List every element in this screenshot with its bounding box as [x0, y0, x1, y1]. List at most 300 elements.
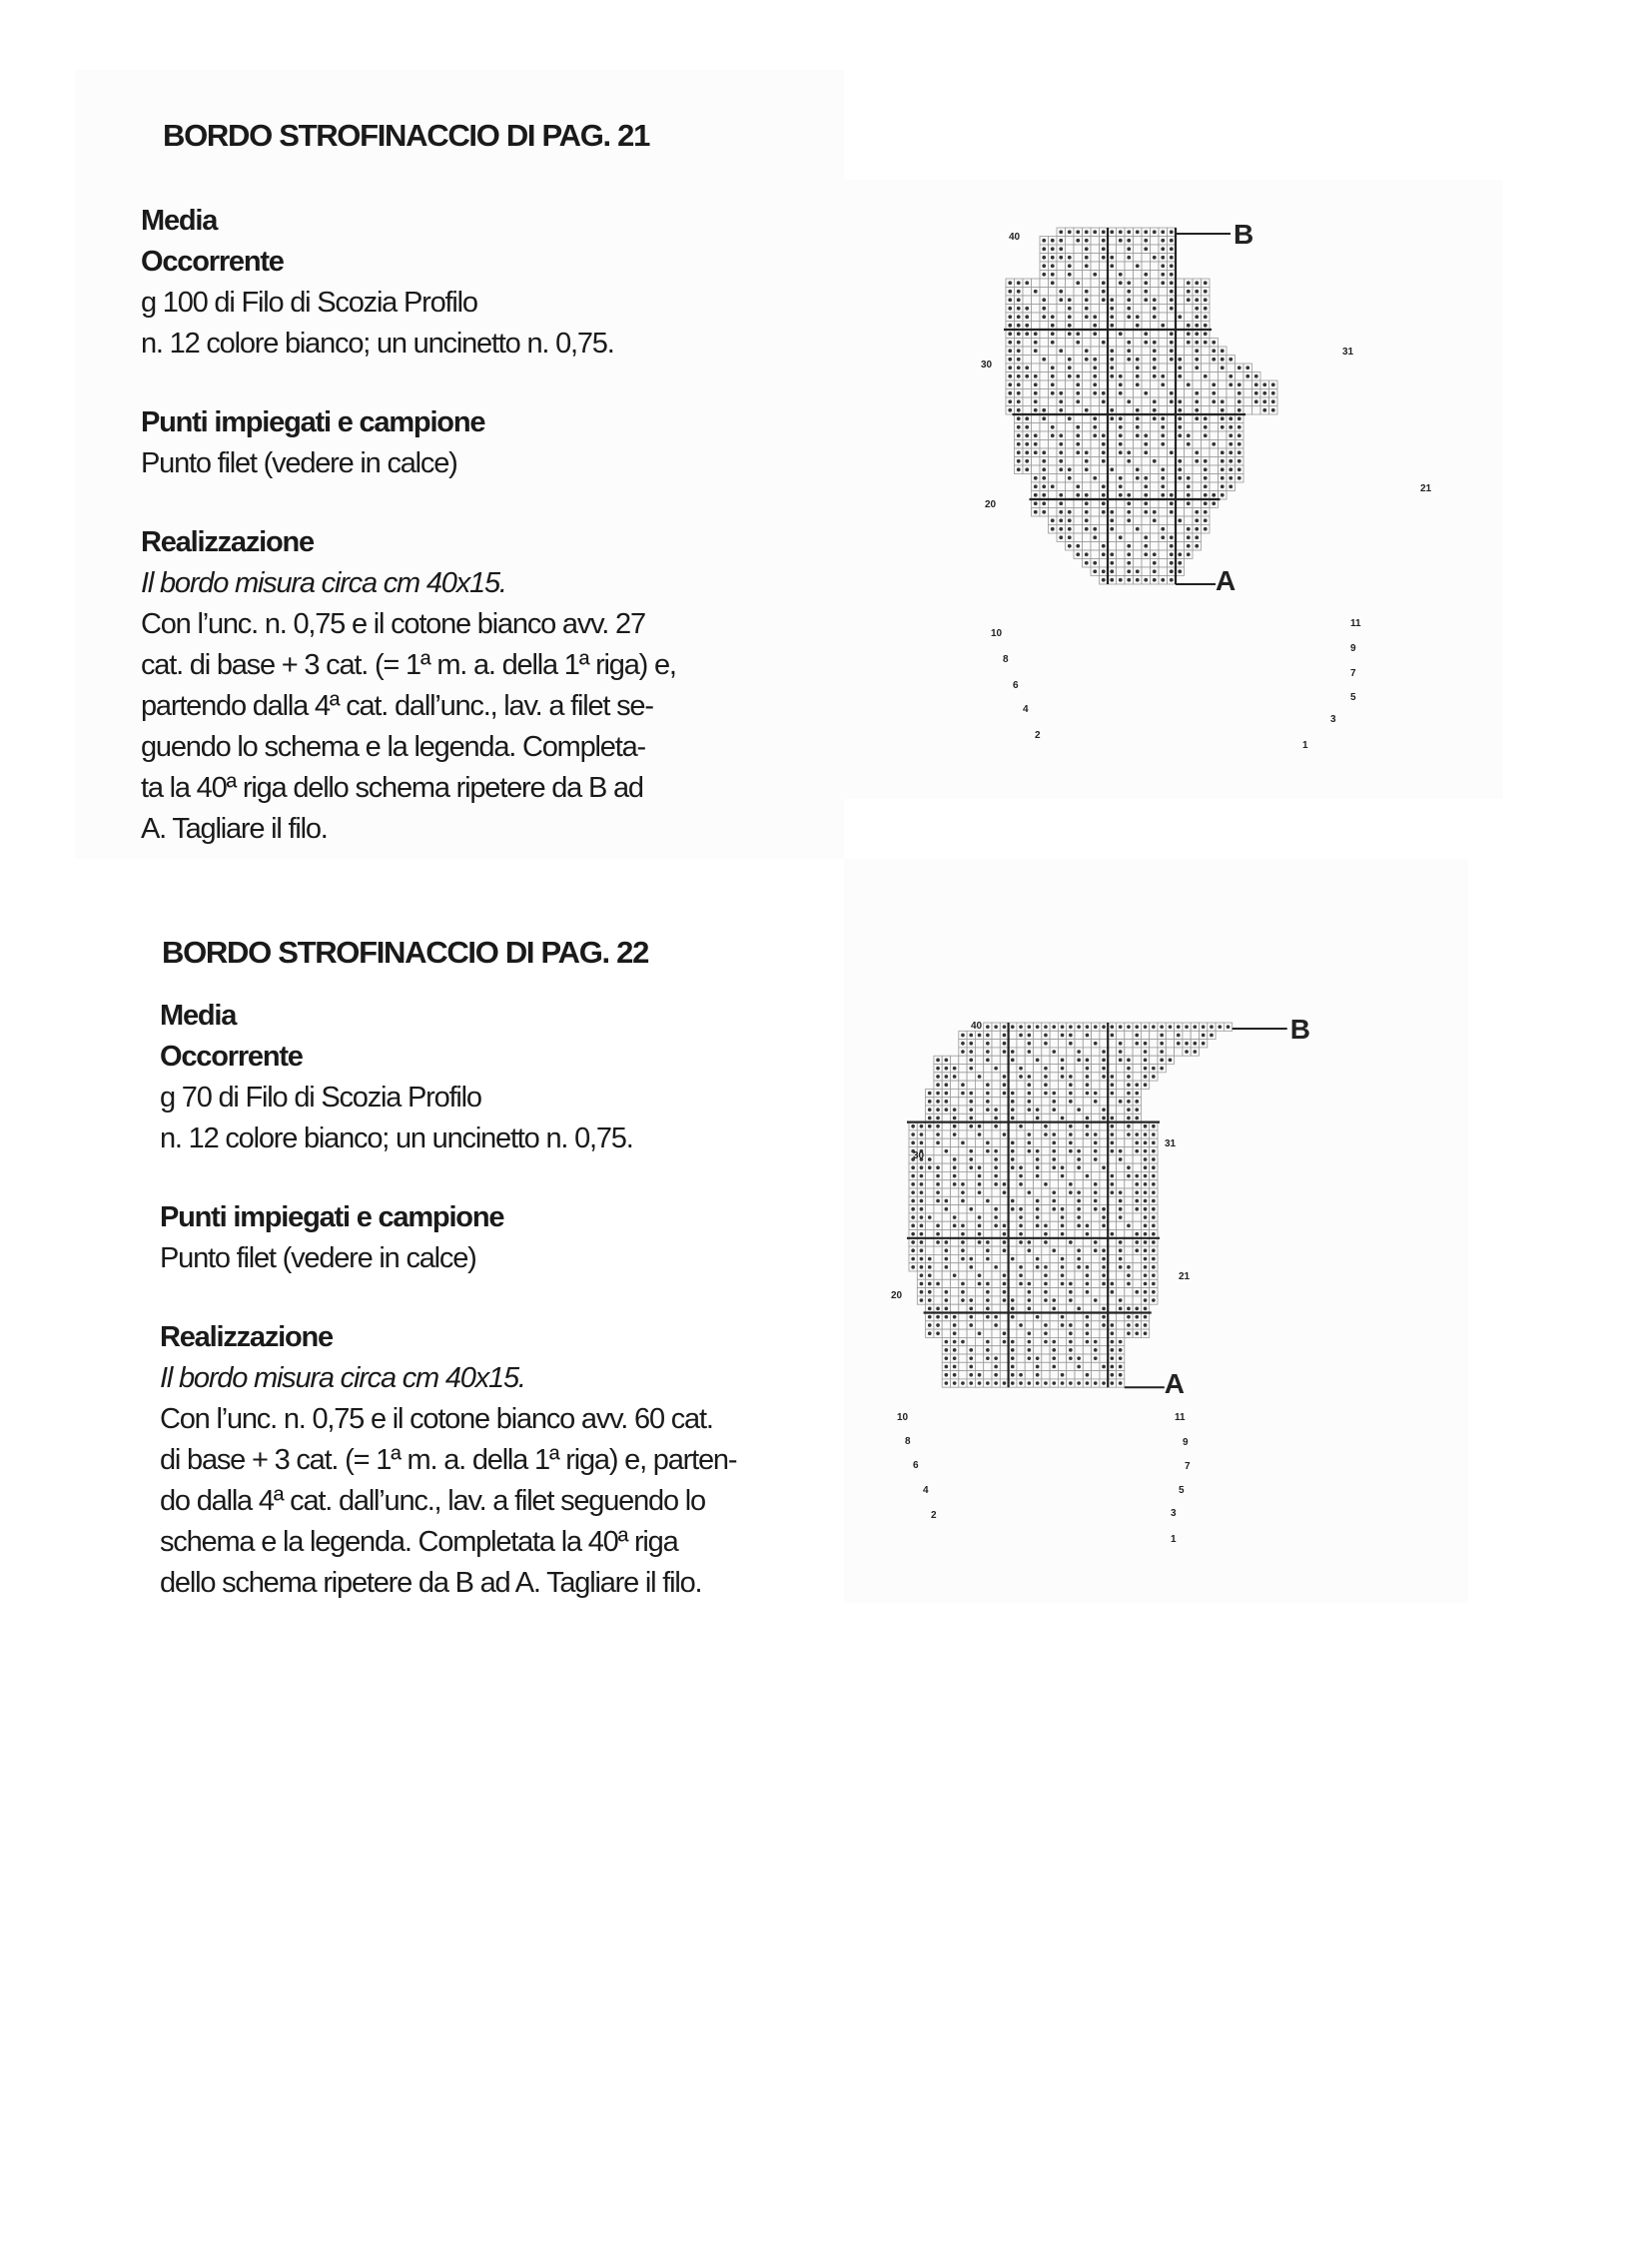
grid-cell	[1092, 1122, 1100, 1130]
grid-cell	[1100, 1346, 1108, 1354]
stitches-heading: Punti impiegati e campione	[141, 406, 485, 438]
grid-cell	[1000, 1098, 1008, 1106]
grid-cell	[1227, 397, 1236, 406]
grid-cell	[1049, 465, 1058, 474]
grid-cell	[1185, 389, 1194, 398]
grid-cell	[1083, 1246, 1091, 1254]
filled-mesh-dot	[1170, 298, 1174, 302]
grid-cell	[1108, 1238, 1116, 1246]
filled-mesh-dot	[1094, 1190, 1098, 1194]
grid-cell	[992, 1304, 1000, 1312]
filled-mesh-dot	[969, 1059, 973, 1063]
filled-mesh-dot	[969, 1381, 973, 1385]
grid-cell	[1193, 380, 1202, 389]
grid-cell	[1091, 397, 1100, 406]
method-size: Il bordo misura circa cm 40x15.	[141, 567, 506, 599]
grid-cell	[959, 1130, 967, 1138]
grid-cell	[1083, 1147, 1091, 1155]
grid-cell	[1176, 279, 1185, 288]
filled-mesh-dot	[1152, 1165, 1156, 1169]
filled-mesh-dot	[1019, 1067, 1023, 1071]
grid-cell	[1000, 1106, 1008, 1114]
grid-cell	[1083, 1163, 1091, 1171]
filled-mesh-dot	[1127, 1315, 1131, 1319]
filled-mesh-dot	[1127, 341, 1131, 345]
filled-mesh-dot	[1061, 1373, 1065, 1377]
filled-mesh-dot	[978, 1282, 982, 1286]
grid-cell	[1100, 347, 1109, 356]
filled-mesh-dot	[928, 1315, 932, 1319]
filled-mesh-dot	[1210, 1025, 1214, 1029]
filled-mesh-dot	[1069, 1042, 1073, 1046]
filled-mesh-dot	[1119, 332, 1123, 336]
method-line: A. Tagliare il filo.	[141, 813, 328, 845]
filled-mesh-dot	[953, 1067, 957, 1071]
grid-cell	[1058, 1138, 1066, 1146]
filled-mesh-dot	[1044, 1124, 1048, 1128]
grid-cell	[1159, 389, 1168, 398]
filled-mesh-dot	[1127, 1059, 1131, 1063]
grid-cell	[984, 1230, 992, 1238]
filled-mesh-dot	[936, 1331, 940, 1335]
filled-mesh-dot	[1144, 493, 1148, 497]
grid-cell	[1159, 364, 1168, 373]
grid-cell	[1083, 397, 1092, 406]
filled-mesh-dot	[1042, 501, 1046, 505]
filled-mesh-dot	[994, 1149, 998, 1153]
filled-mesh-dot	[1144, 1132, 1148, 1136]
grid-cell	[1049, 305, 1058, 314]
filled-mesh-dot	[1059, 290, 1063, 294]
filled-mesh-dot	[1254, 399, 1258, 403]
filled-mesh-dot	[1102, 484, 1106, 488]
grid-cell	[934, 1296, 942, 1304]
filled-mesh-dot	[1052, 1141, 1056, 1145]
grid-cell	[951, 1098, 959, 1106]
grid-cell	[1050, 1238, 1058, 1246]
filled-mesh-dot	[1069, 1025, 1073, 1029]
grid-cell	[1032, 465, 1041, 474]
filled-mesh-dot	[1008, 391, 1012, 395]
grid-cell	[1083, 271, 1092, 280]
filled-mesh-dot	[969, 1034, 973, 1038]
grid-cell	[975, 1205, 983, 1213]
grid-cell	[1017, 1155, 1025, 1163]
filet-chart-1	[959, 215, 1458, 774]
grid-cell	[1183, 1031, 1191, 1039]
grid-cell	[1219, 440, 1228, 449]
filled-mesh-dot	[1136, 467, 1140, 471]
filled-mesh-dot	[1195, 408, 1199, 412]
filled-mesh-dot	[1028, 1108, 1032, 1112]
grid-cell	[1000, 1155, 1008, 1163]
filled-mesh-dot	[1152, 1124, 1156, 1128]
grid-cell	[975, 1263, 983, 1271]
filled-mesh-dot	[1144, 1265, 1148, 1269]
filled-mesh-dot	[1135, 1034, 1139, 1038]
grid-cell	[1034, 1329, 1042, 1337]
filled-mesh-dot	[1119, 1207, 1123, 1211]
grid-cell	[1017, 1354, 1025, 1362]
filled-mesh-dot	[1161, 433, 1165, 437]
grid-cell	[1057, 356, 1066, 365]
grid-cell	[1075, 1065, 1083, 1073]
grid-cell	[1243, 406, 1252, 415]
filled-mesh-dot	[1161, 535, 1165, 539]
filled-mesh-dot	[1051, 315, 1055, 319]
grid-cell	[1134, 296, 1143, 305]
filled-mesh-dot	[1204, 315, 1208, 319]
grid-cell	[1091, 448, 1100, 457]
filled-mesh-dot	[1008, 399, 1012, 403]
grid-cell	[975, 1048, 983, 1056]
filled-mesh-dot	[1028, 1075, 1032, 1079]
filled-mesh-dot	[1036, 1059, 1040, 1063]
filled-mesh-dot	[1025, 281, 1029, 285]
filled-mesh-dot	[961, 1083, 965, 1087]
filled-mesh-dot	[1017, 366, 1021, 370]
filled-mesh-dot	[1025, 459, 1029, 463]
grid-cell	[1074, 499, 1083, 508]
grid-cell	[1092, 1171, 1100, 1179]
grid-cell	[1017, 1296, 1025, 1304]
grid-cell	[1125, 1213, 1133, 1221]
filled-mesh-dot	[1169, 1059, 1173, 1063]
grid-cell	[984, 1205, 992, 1213]
grid-cell	[1117, 1288, 1125, 1296]
grid-cell	[1083, 1155, 1091, 1163]
filled-mesh-dot	[1094, 1141, 1098, 1145]
filled-mesh-dot	[1003, 1050, 1007, 1054]
grid-cell	[926, 1138, 934, 1146]
grid-cell	[934, 1155, 942, 1163]
grid-cell	[1083, 1205, 1091, 1213]
filled-mesh-dot	[1136, 425, 1140, 429]
grid-cell	[1057, 380, 1066, 389]
grid-cell	[984, 1130, 992, 1138]
filled-mesh-dot	[1025, 467, 1029, 471]
filled-mesh-dot	[1153, 399, 1157, 403]
filled-mesh-dot	[1069, 1282, 1073, 1286]
filled-mesh-dot	[920, 1141, 924, 1145]
grid-cell	[1083, 1180, 1091, 1188]
grid-cell	[1032, 364, 1041, 373]
filled-mesh-dot	[1034, 433, 1038, 437]
filled-mesh-dot	[945, 1340, 949, 1344]
grid-cell	[1075, 1329, 1083, 1337]
filled-mesh-dot	[1152, 1257, 1156, 1261]
filled-mesh-dot	[994, 1356, 998, 1360]
filled-mesh-dot	[1011, 1025, 1015, 1029]
grid-cell	[1091, 550, 1100, 559]
grid-cell	[975, 1138, 983, 1146]
filled-mesh-dot	[1102, 510, 1106, 514]
filled-mesh-dot	[1111, 1232, 1115, 1236]
filled-mesh-dot	[1086, 1282, 1090, 1286]
grid-cell	[1191, 1031, 1199, 1039]
filled-mesh-dot	[1025, 416, 1029, 420]
method-line: Con l’unc. n. 0,75 e il cotone bianco avv. 27	[141, 608, 645, 640]
grid-cell	[1058, 1296, 1066, 1304]
grid-cell	[1075, 1040, 1083, 1048]
grid-cell	[1159, 347, 1168, 356]
filled-mesh-dot	[1044, 1067, 1048, 1071]
filled-mesh-dot	[1028, 1307, 1032, 1311]
grid-cell	[1057, 373, 1066, 381]
grid-cell	[1025, 1180, 1033, 1188]
grid-cell	[992, 1279, 1000, 1287]
filled-mesh-dot	[1195, 324, 1199, 328]
grid-cell	[984, 1180, 992, 1188]
grid-cell	[1117, 262, 1126, 271]
grid-cell	[1117, 288, 1126, 297]
filled-mesh-dot	[1153, 374, 1157, 378]
filled-mesh-dot	[1017, 307, 1021, 311]
grid-cell	[975, 1296, 983, 1304]
filled-mesh-dot	[1144, 1067, 1148, 1071]
filled-mesh-dot	[1086, 1340, 1090, 1344]
grid-cell	[1108, 1155, 1116, 1163]
grid-cell	[1042, 1147, 1050, 1155]
grid-cell	[1100, 1196, 1108, 1204]
grid-cell	[967, 1171, 975, 1179]
grid-cell	[1000, 1205, 1008, 1213]
filled-mesh-dot	[936, 1083, 940, 1087]
filled-mesh-dot	[1017, 433, 1021, 437]
filled-mesh-dot	[1061, 1273, 1065, 1277]
filled-mesh-dot	[1069, 1240, 1073, 1244]
stitches-text: Punto filet (vedere in calce)	[160, 1242, 476, 1274]
grid-cell	[992, 1246, 1000, 1254]
filled-mesh-dot	[1077, 1257, 1081, 1261]
grid-cell	[1176, 448, 1185, 457]
filled-mesh-dot	[1144, 1059, 1148, 1063]
grid-cell	[1185, 406, 1194, 415]
grid-cell	[1108, 245, 1117, 254]
filled-mesh-dot	[1127, 1092, 1131, 1096]
filled-mesh-dot	[1036, 1315, 1040, 1319]
row-number-left: 4	[1023, 704, 1029, 715]
filled-mesh-dot	[1085, 256, 1089, 260]
filled-mesh-dot	[1085, 493, 1089, 497]
filled-mesh-dot	[1127, 256, 1131, 260]
grid-cell	[1083, 380, 1092, 389]
filled-mesh-dot	[1077, 1190, 1081, 1194]
filled-mesh-dot	[1028, 1331, 1032, 1335]
grid-cell	[1040, 380, 1049, 389]
grid-cell	[951, 1238, 959, 1246]
filled-mesh-dot	[1086, 1132, 1090, 1136]
grid-cell	[1210, 474, 1219, 483]
grid-cell	[1009, 1213, 1017, 1221]
filled-mesh-dot	[1262, 399, 1266, 403]
filled-mesh-dot	[1102, 1307, 1106, 1311]
grid-cell	[951, 1288, 959, 1296]
filled-mesh-dot	[1068, 324, 1072, 328]
filled-mesh-dot	[1076, 544, 1080, 548]
grid-cell	[1067, 1213, 1075, 1221]
row-number-left: 4	[923, 1485, 929, 1496]
grid-cell	[1108, 448, 1117, 457]
filled-mesh-dot	[986, 1348, 990, 1352]
filled-mesh-dot	[1017, 349, 1021, 353]
grid-cell	[1040, 389, 1049, 398]
filled-mesh-dot	[1036, 1224, 1040, 1228]
grid-cell	[1083, 533, 1092, 542]
grid-cell	[951, 1230, 959, 1238]
grid-cell	[926, 1221, 934, 1229]
filled-mesh-dot	[920, 1265, 924, 1269]
filled-mesh-dot	[1017, 374, 1021, 378]
filled-mesh-dot	[1052, 1248, 1056, 1252]
grid-cell	[1100, 1337, 1108, 1345]
filled-mesh-dot	[1160, 1050, 1164, 1054]
filled-mesh-dot	[936, 1059, 940, 1063]
filled-mesh-dot	[1144, 230, 1148, 234]
grid-cell	[1108, 397, 1117, 406]
filled-mesh-dot	[1136, 264, 1140, 268]
filled-mesh-dot	[1003, 1190, 1007, 1194]
filled-mesh-dot	[936, 1199, 940, 1203]
grid-cell	[1117, 1031, 1125, 1039]
grid-cell	[1034, 1321, 1042, 1329]
grid-cell	[1134, 288, 1143, 297]
filled-mesh-dot	[1102, 256, 1106, 260]
filled-mesh-dot	[1034, 442, 1038, 446]
filled-mesh-dot	[1110, 408, 1114, 412]
filled-mesh-dot	[1059, 493, 1063, 497]
grid-cell	[1142, 525, 1151, 534]
filled-mesh-dot	[1094, 1100, 1098, 1104]
filled-mesh-dot	[1119, 1381, 1123, 1385]
grid-cell	[1176, 440, 1185, 449]
filled-mesh-dot	[1178, 358, 1182, 362]
filled-mesh-dot	[1194, 1042, 1198, 1046]
filled-mesh-dot	[1036, 1199, 1040, 1203]
grid-cell	[951, 1147, 959, 1155]
filled-mesh-dot	[1052, 1149, 1056, 1153]
filled-mesh-dot	[1076, 374, 1080, 378]
grid-cell	[1075, 1238, 1083, 1246]
filled-mesh-dot	[969, 1257, 973, 1261]
filled-mesh-dot	[978, 1331, 982, 1335]
filled-mesh-dot	[928, 1257, 932, 1261]
filled-mesh-dot	[1238, 442, 1241, 446]
grid-cell	[1133, 1122, 1141, 1130]
grid-cell	[1050, 1073, 1058, 1081]
filled-mesh-dot	[1044, 1025, 1048, 1029]
grid-cell	[1134, 482, 1143, 491]
filled-mesh-dot	[1077, 1365, 1081, 1369]
filled-mesh-dot	[1036, 1025, 1040, 1029]
filled-mesh-dot	[1161, 416, 1165, 420]
filled-mesh-dot	[994, 1315, 998, 1319]
filled-mesh-dot	[1028, 1248, 1032, 1252]
grid-cell	[1133, 1279, 1141, 1287]
filled-mesh-dot	[1221, 484, 1225, 488]
filled-mesh-dot	[1059, 442, 1063, 446]
grid-cell	[1032, 279, 1041, 288]
filled-mesh-dot	[1119, 1240, 1123, 1244]
filled-mesh-dot	[953, 1117, 957, 1120]
filled-mesh-dot	[920, 1174, 924, 1178]
filled-mesh-dot	[1003, 1042, 1007, 1046]
filled-mesh-dot	[1144, 1165, 1148, 1169]
grid-cell	[1091, 499, 1100, 508]
filled-mesh-dot	[1085, 298, 1089, 302]
grid-cell	[1219, 380, 1228, 389]
grid-cell	[1009, 1073, 1017, 1081]
filled-mesh-dot	[1069, 1124, 1073, 1128]
filled-mesh-dot	[969, 1050, 973, 1054]
grid-cell	[1193, 499, 1202, 508]
row-number-right: 3	[1171, 1508, 1177, 1519]
grid-cell	[984, 1321, 992, 1329]
filled-mesh-dot	[1052, 1199, 1056, 1203]
grid-cell	[1000, 1321, 1008, 1329]
filled-mesh-dot	[1036, 1174, 1040, 1178]
grid-cell	[1100, 1230, 1108, 1238]
grid-cell	[1049, 296, 1058, 305]
grid-cell	[951, 1056, 959, 1064]
grid-cell	[1125, 271, 1134, 280]
grid-cell	[1025, 1155, 1033, 1163]
grid-cell	[1151, 288, 1160, 297]
grid-cell	[1100, 1031, 1108, 1039]
filled-mesh-dot	[1093, 527, 1097, 531]
filled-mesh-dot	[1111, 1124, 1115, 1128]
grid-cell	[967, 1288, 975, 1296]
filled-mesh-dot	[1017, 399, 1021, 403]
grid-cell	[975, 1196, 983, 1204]
filled-mesh-dot	[1042, 358, 1046, 362]
grid-cell	[1243, 397, 1252, 406]
grid-cell	[1083, 431, 1092, 440]
grid-cell	[959, 1106, 967, 1114]
grid-cell	[951, 1138, 959, 1146]
filled-mesh-dot	[1052, 1348, 1056, 1352]
filled-mesh-dot	[1102, 1381, 1106, 1385]
grid-cell	[1117, 1313, 1125, 1321]
filled-mesh-dot	[1135, 1042, 1139, 1046]
grid-cell	[1017, 1056, 1025, 1064]
grid-cell	[1159, 397, 1168, 406]
filled-mesh-dot	[953, 1215, 957, 1219]
filled-mesh-dot	[1059, 535, 1063, 539]
filled-mesh-dot	[961, 1290, 965, 1294]
grid-cell	[1108, 431, 1117, 440]
filled-mesh-dot	[1161, 256, 1165, 260]
grid-cell	[1066, 279, 1075, 288]
filled-mesh-dot	[994, 1323, 998, 1327]
filled-mesh-dot	[1178, 315, 1182, 319]
filled-mesh-dot	[953, 1174, 957, 1178]
grid-cell	[1049, 491, 1058, 500]
row-number-right: 9	[1350, 643, 1356, 654]
grid-cell	[1151, 465, 1160, 474]
grid-cell	[1092, 1329, 1100, 1337]
filled-mesh-dot	[1044, 1042, 1048, 1046]
filled-mesh-dot	[1204, 416, 1208, 420]
grid-cell	[1142, 364, 1151, 373]
filled-mesh-dot	[1187, 298, 1191, 302]
grid-cell	[975, 1288, 983, 1296]
filled-mesh-dot	[953, 1381, 957, 1385]
filled-mesh-dot	[1086, 1059, 1090, 1063]
grid-cell	[1074, 322, 1083, 331]
filled-mesh-dot	[1119, 1365, 1123, 1369]
filled-mesh-dot	[1094, 1240, 1098, 1244]
